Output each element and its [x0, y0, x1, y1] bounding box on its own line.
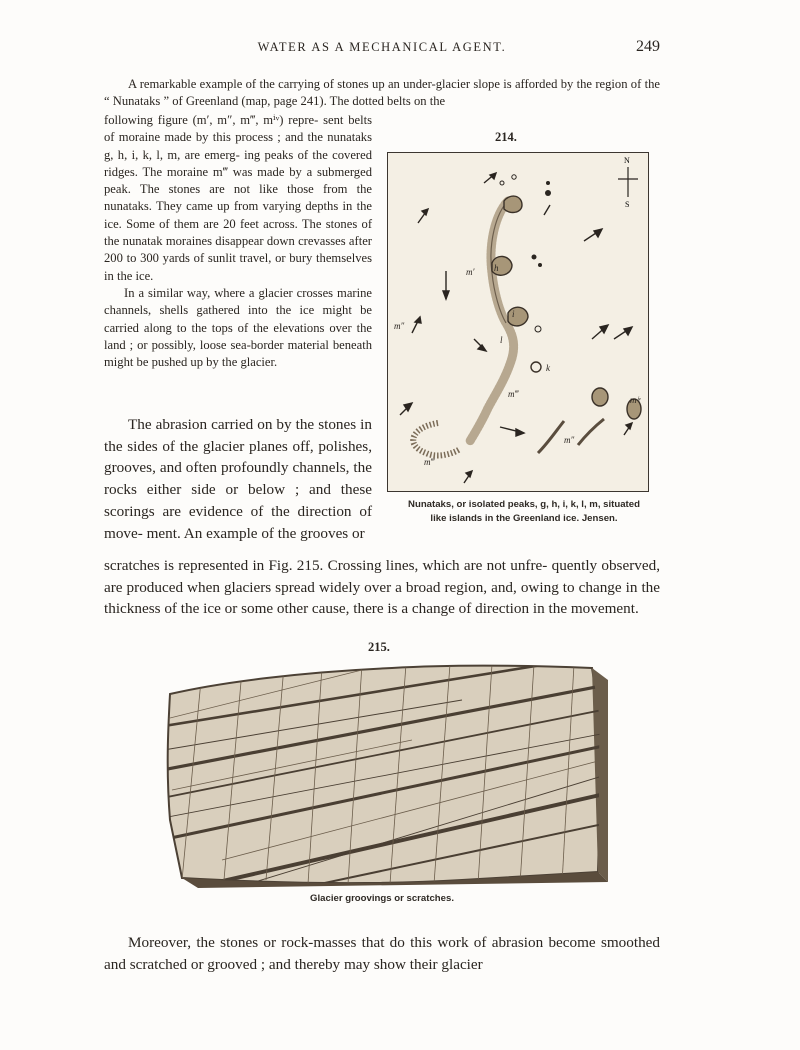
label-h: h — [494, 263, 499, 273]
moraine-belt — [470, 201, 514, 441]
figure-215-rock — [162, 660, 608, 888]
text-line: ing peaks of the covered ridges. The moraine — [104, 147, 372, 179]
text-line: smoothed and scratched or grooved ; and thereby may show their glacier — [104, 934, 660, 973]
text-line: A remarkable example of the carrying of stones up an under-glacier slope is afforded — [128, 77, 558, 91]
compass-south-label: S — [625, 200, 630, 209]
text-line: In a similar way, where a glacier crosses — [124, 285, 334, 300]
text-line: loose sea-border material beneath might be — [104, 337, 372, 370]
text-line: marine channels, shells gathered into the — [104, 285, 372, 318]
text-line: following figure (m′, m″, m‴, mⁱᵛ) repre- — [104, 113, 319, 127]
page-number: 249 — [636, 38, 660, 55]
text-line: m‴ was made by a submerged peak. The — [104, 164, 372, 197]
crossing-lines-paragraph — [104, 555, 660, 620]
text-line: profoundly channels, the rocks either — [104, 459, 372, 499]
text-line: ice. Some of them are 20 feet across. The — [104, 216, 322, 231]
text-line: They came up from varying depths in the — [155, 199, 372, 214]
label-b: l — [500, 335, 503, 345]
arc-moraine — [413, 423, 460, 456]
text-line: sunlit travel, or bury themselves in the ice. — [104, 251, 372, 283]
text-line: are evidence of the direction of move- — [104, 502, 373, 542]
text-line: down crevasses after 200 to 300 yards of — [104, 234, 372, 266]
ice-flow-arrows — [400, 173, 632, 483]
nunatak-map-drawing — [388, 153, 648, 491]
text-line: the elevations over the land ; or possibly, — [104, 320, 373, 352]
moraine-paragraph — [104, 112, 372, 285]
figure-214-caption — [384, 498, 664, 526]
text-line: stones in the sides of the glacier — [104, 416, 372, 455]
figure-215-number: 215. — [368, 640, 390, 654]
caption-line: like islands in the Greenland ice. Jensen. — [430, 513, 618, 524]
abrasion-paragraph — [104, 414, 372, 544]
running-title: WATER AS A MECHANICAL AGENT. — [257, 40, 507, 54]
text-line: The abrasion carried on by the — [128, 416, 315, 433]
nunatak-column — [104, 112, 372, 371]
text-line: sent belts of moraine made by this process ; — [104, 113, 372, 145]
text-line: side or below ; and these scorings — [104, 481, 373, 520]
text-line: there is a change of direction in the movement. — [353, 600, 639, 618]
figure-214-map — [387, 152, 649, 492]
shells-paragraph — [104, 285, 372, 371]
text-line: ment. An example of the grooves or — [146, 524, 365, 542]
compass-north-label: N — [624, 156, 630, 165]
text-line: region, and, owing to change in the thickness of the ice or some other cause, — [104, 578, 661, 618]
label-m-iv: mⁱᵛ — [630, 395, 641, 405]
figure-215-caption: Glacier groovings or scratches. — [310, 893, 454, 904]
text-line: pushed up by the glacier. — [151, 355, 278, 370]
text-line: Moreover, the stones or rock-masses that do this work of abrasion become — [128, 934, 596, 951]
label-i-prime: m″ — [394, 321, 405, 331]
running-head — [104, 38, 660, 60]
label-i: i — [512, 309, 515, 319]
caption-line: Nunataks, or isolated peaks, g, h, i, k, l, m, situated — [408, 499, 640, 510]
label-m-double: m″ — [564, 435, 575, 445]
text-line: stones are not like those from the nunataks. — [104, 182, 372, 214]
moreover-paragraph — [104, 932, 660, 975]
text-line: planes off, polishes, grooves, and often — [104, 437, 372, 477]
label-m-arc: m‴ — [424, 457, 435, 467]
grooved-rock-drawing — [162, 660, 608, 888]
text-line: ice might be carried along to the tops of — [104, 303, 372, 335]
text-line: by the region of the “ Nunataks ” of Greenland (map, page 241). The dotted belts on the — [104, 77, 660, 109]
label-k: k — [546, 363, 550, 373]
label-m-prime: m′ — [466, 267, 475, 277]
label-m-triple: m‴ — [508, 389, 519, 399]
text-line: stones of the nunatak moraines disappear — [104, 216, 373, 249]
compass-icon — [618, 167, 638, 197]
text-line: and the nunataks g, h, i, k, l, m, are emerg- — [104, 130, 372, 162]
text-line: scratches is represented in Fig. 215. Crossing lines, which are not unfre- — [104, 557, 548, 574]
nunatak-peaks — [492, 196, 641, 419]
intro-paragraph — [104, 76, 660, 111]
streak-moraine — [538, 421, 564, 453]
text-line: quently observed, are produced when glaciers spread widely over a broad — [104, 557, 660, 596]
figure-214-number: 214. — [495, 130, 517, 144]
